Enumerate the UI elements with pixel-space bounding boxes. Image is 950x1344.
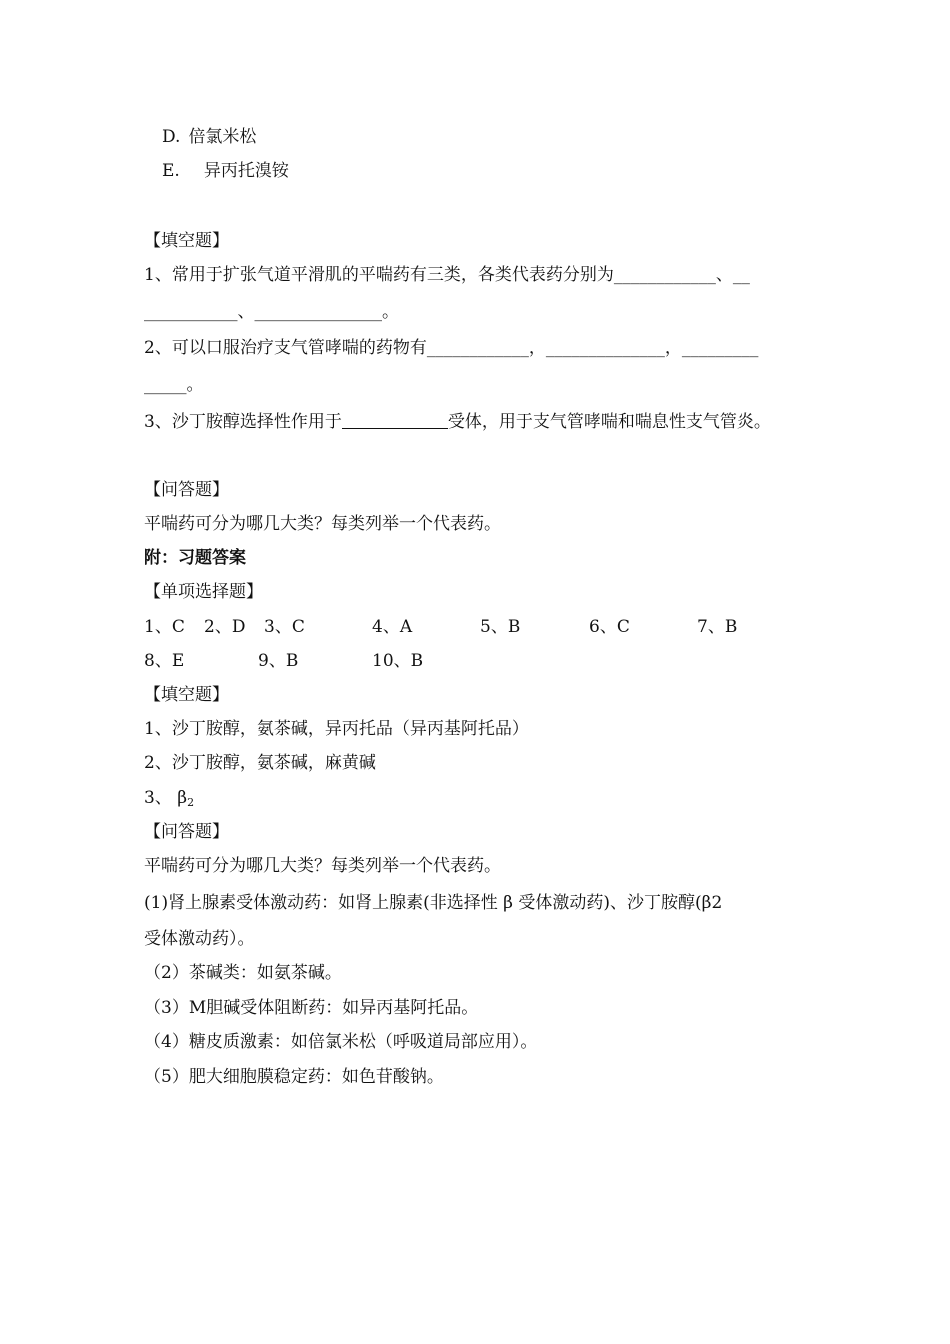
fill-blank-q3: [144, 410, 771, 433]
fill-blank-q2-line1: 2、可以口服治疗支气管哮喘的药物有____________，______________，_________: [144, 338, 759, 358]
fill-blank-q3-blank: [342, 410, 448, 429]
option-d-letter: D.: [162, 127, 181, 147]
fill-blank-q2-line2: _____。: [144, 375, 204, 395]
mc-answer: 9、B: [258, 651, 299, 671]
qa-answer-question: 平喘药可分为哪几大类？每类列举一个代表药。: [144, 856, 501, 876]
qa-answer-5: （5）肥大细胞膜稳定药：如色苷酸钠。: [144, 1067, 444, 1087]
answers-title: 附：习题答案: [144, 548, 246, 568]
fb-answer-3-subscript: 2: [187, 796, 195, 809]
qa-answer-3: （3）M胆碱受体阻断药：如异丙基阿托品。: [144, 998, 479, 1018]
fill-blank-q1-line2: ___________、_______________。: [144, 302, 399, 322]
fb-answer-3: [144, 787, 194, 814]
mc-answer: 8、E: [144, 651, 185, 671]
mc-answer: 10、B: [372, 651, 424, 671]
short-answer-question: 平喘药可分为哪几大类？每类列举一个代表药。: [144, 514, 501, 534]
fill-blank-q3-suffix: 受体，用于支气管哮喘和喘息性支气管炎。: [447, 412, 771, 432]
mc-answer: 6、C: [589, 617, 630, 637]
qa-answers-header: 【问答题】: [144, 822, 229, 842]
fb-answer-1: 1、沙丁胺醇，氨茶碱，异丙托品（异丙基阿托品）: [144, 719, 529, 739]
fill-blank-header: 【填空题】: [144, 231, 229, 251]
qa-answer-4: （4）糖皮质激素：如倍氯米松（呼吸道局部应用）。: [144, 1032, 538, 1052]
qa-answer-1-line1: (1)肾上腺素受体激动药：如肾上腺素(非选择性 β 受体激动药)、沙丁胺醇(β2: [144, 893, 723, 913]
fb-answer-2: 2、沙丁胺醇，氨茶碱，麻黄碱: [144, 753, 376, 773]
fill-blank-q3-prefix: 3、沙丁胺醇选择性作用于: [144, 412, 342, 432]
fill-blank-q1-line1: 1、常用于扩张气道平滑肌的平喘药有三类，各类代表药分别为____________、__: [144, 265, 750, 285]
mc-answer: 4、A: [372, 617, 413, 637]
option-e: [162, 160, 289, 182]
mc-answers-header: 【单项选择题】: [144, 582, 263, 602]
fb-answers-header: 【填空题】: [144, 685, 229, 705]
mc-answer: 1、C: [144, 617, 185, 637]
option-d-text: 倍氯米松: [188, 127, 257, 147]
option-e-text: 异丙托溴铵: [203, 161, 289, 181]
mc-answer: 3、C: [264, 617, 305, 637]
mc-answer: 7、B: [697, 617, 738, 637]
option-e-letter: E.: [162, 161, 180, 181]
mc-answer: 5、B: [480, 617, 521, 637]
option-d: [162, 126, 256, 148]
fb-answer-3-text: 3、 β: [144, 788, 188, 808]
qa-answer-2: （2）茶碱类：如氨茶碱。: [144, 963, 342, 983]
qa-answer-1-line2: 受体激动药）。: [144, 929, 255, 949]
mc-answer: 2、D: [204, 617, 246, 637]
short-answer-header: 【问答题】: [144, 480, 229, 500]
